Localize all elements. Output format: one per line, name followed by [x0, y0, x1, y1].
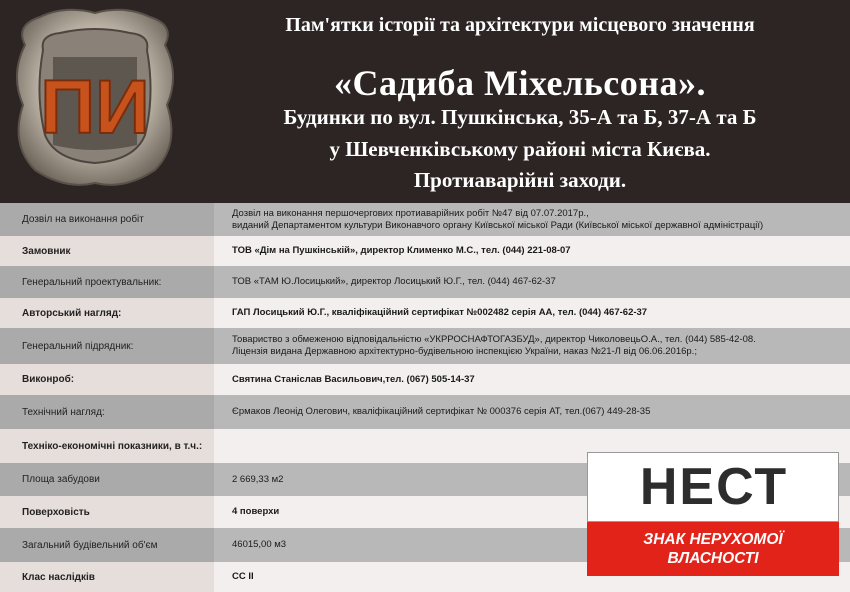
table-row [0, 395, 850, 429]
row-value [214, 298, 850, 328]
row-label: Поверховість [0, 496, 214, 528]
row-label: Дозвіл на виконання робіт [0, 203, 214, 236]
header-line-1: Пам'ятки історії та архітектури місцевого значення [285, 14, 755, 36]
table-row [0, 298, 850, 328]
logo-tagline [587, 530, 839, 568]
logo-tagline-line-2: ВЛАСНОСТІ [667, 550, 759, 567]
row-label: Площа забудови [0, 463, 214, 496]
row-label: Виконроб: [0, 364, 214, 395]
header-line-4: у Шевченківському районі міста Києва. [329, 137, 711, 161]
row-value-line: Дозвіл на виконання першочергових протиаварійних робіт №47 від 07.07.2017р., [232, 207, 589, 219]
row-value [214, 266, 850, 298]
header-banner [0, 0, 850, 203]
row-value-line: 4 поверхи [232, 506, 280, 517]
row-value-line: Святина Станіслав Васильович,тел. (067) 505-14-37 [232, 373, 475, 385]
row-value [214, 364, 850, 395]
row-value-line: Товариство з обмеженою відповідальністю «УКРРОСНАФТОГАЗБУД», директор ЧиколовецьО.А., тел. (044) 585-42-08. [232, 334, 756, 345]
row-value [214, 395, 850, 429]
table-row [0, 328, 850, 364]
row-label: Технічний нагляд: [0, 395, 214, 429]
logo-name: НЕСТ [639, 458, 789, 516]
emblem-letters: ПИ [40, 65, 150, 150]
row-value-line: 2 669,33 м2 [232, 473, 284, 485]
row-label: Генеральний підрядник: [0, 328, 214, 364]
row-label: Генеральний проектувальник: [0, 266, 214, 298]
row-value-line: виданий Департаментом культури Виконавчого органу Київської міської Ради (Київської міської державної адміністрації) [232, 219, 764, 231]
row-value-line: Єрмаков Леонід Олегович, кваліфікаційний сертифікат № 000376 серія АТ, тел.(067) 449-28-35 [232, 406, 651, 417]
table-row [0, 266, 850, 298]
row-value-line: ГАП Лосицький Ю.Г., кваліфікаційний сертифікат №002482 серія АА, тел. (044) 467-62-37 [232, 307, 648, 318]
table-row [0, 364, 850, 395]
logo-bottom-panel [587, 522, 839, 576]
header-line-5: Протиаварійні заходи. [413, 168, 627, 192]
row-value [214, 203, 850, 236]
row-label: Загальний будівельний об'єм [0, 528, 214, 562]
row-value [214, 328, 850, 364]
row-label: Клас наслідків [0, 562, 214, 592]
page-title: «Садиба Міхельсона». [334, 63, 706, 103]
table-row [0, 203, 850, 236]
header-line-3: Будинки по вул. Пушкінська, 35-А та Б, 37-А та Б [283, 105, 757, 129]
row-label: Авторський нагляд: [0, 298, 214, 328]
row-value-line: 46015,00 м3 [232, 539, 287, 550]
row-value-line: ТОВ «Дім на Пушкінській», директор Клименко М.С., тел. (044) 221-08-07 [232, 245, 571, 256]
row-label: Замовник [0, 236, 214, 266]
row-value-line: Ліцензія видана Державною архітектурно-будівельною інспекцією України, наказ №21-Л від 06.06.2016р.; [232, 346, 697, 357]
logo-top-panel [587, 452, 839, 522]
row-label: Техніко-економічні показники, в т.ч.: [0, 429, 214, 463]
logo-tagline-line-1: ЗНАК НЕРУХОМОЇ [643, 531, 783, 548]
emblem-logo [5, 5, 185, 190]
row-value-line: ТОВ «ТАМ Ю.Лосицький», директор Лосицький Ю.Г., тел. (044) 467-62-37 [232, 276, 556, 287]
nest-logo [587, 452, 839, 576]
table-row [0, 236, 850, 266]
row-value-line: СС II [232, 571, 254, 582]
row-value [214, 236, 850, 266]
